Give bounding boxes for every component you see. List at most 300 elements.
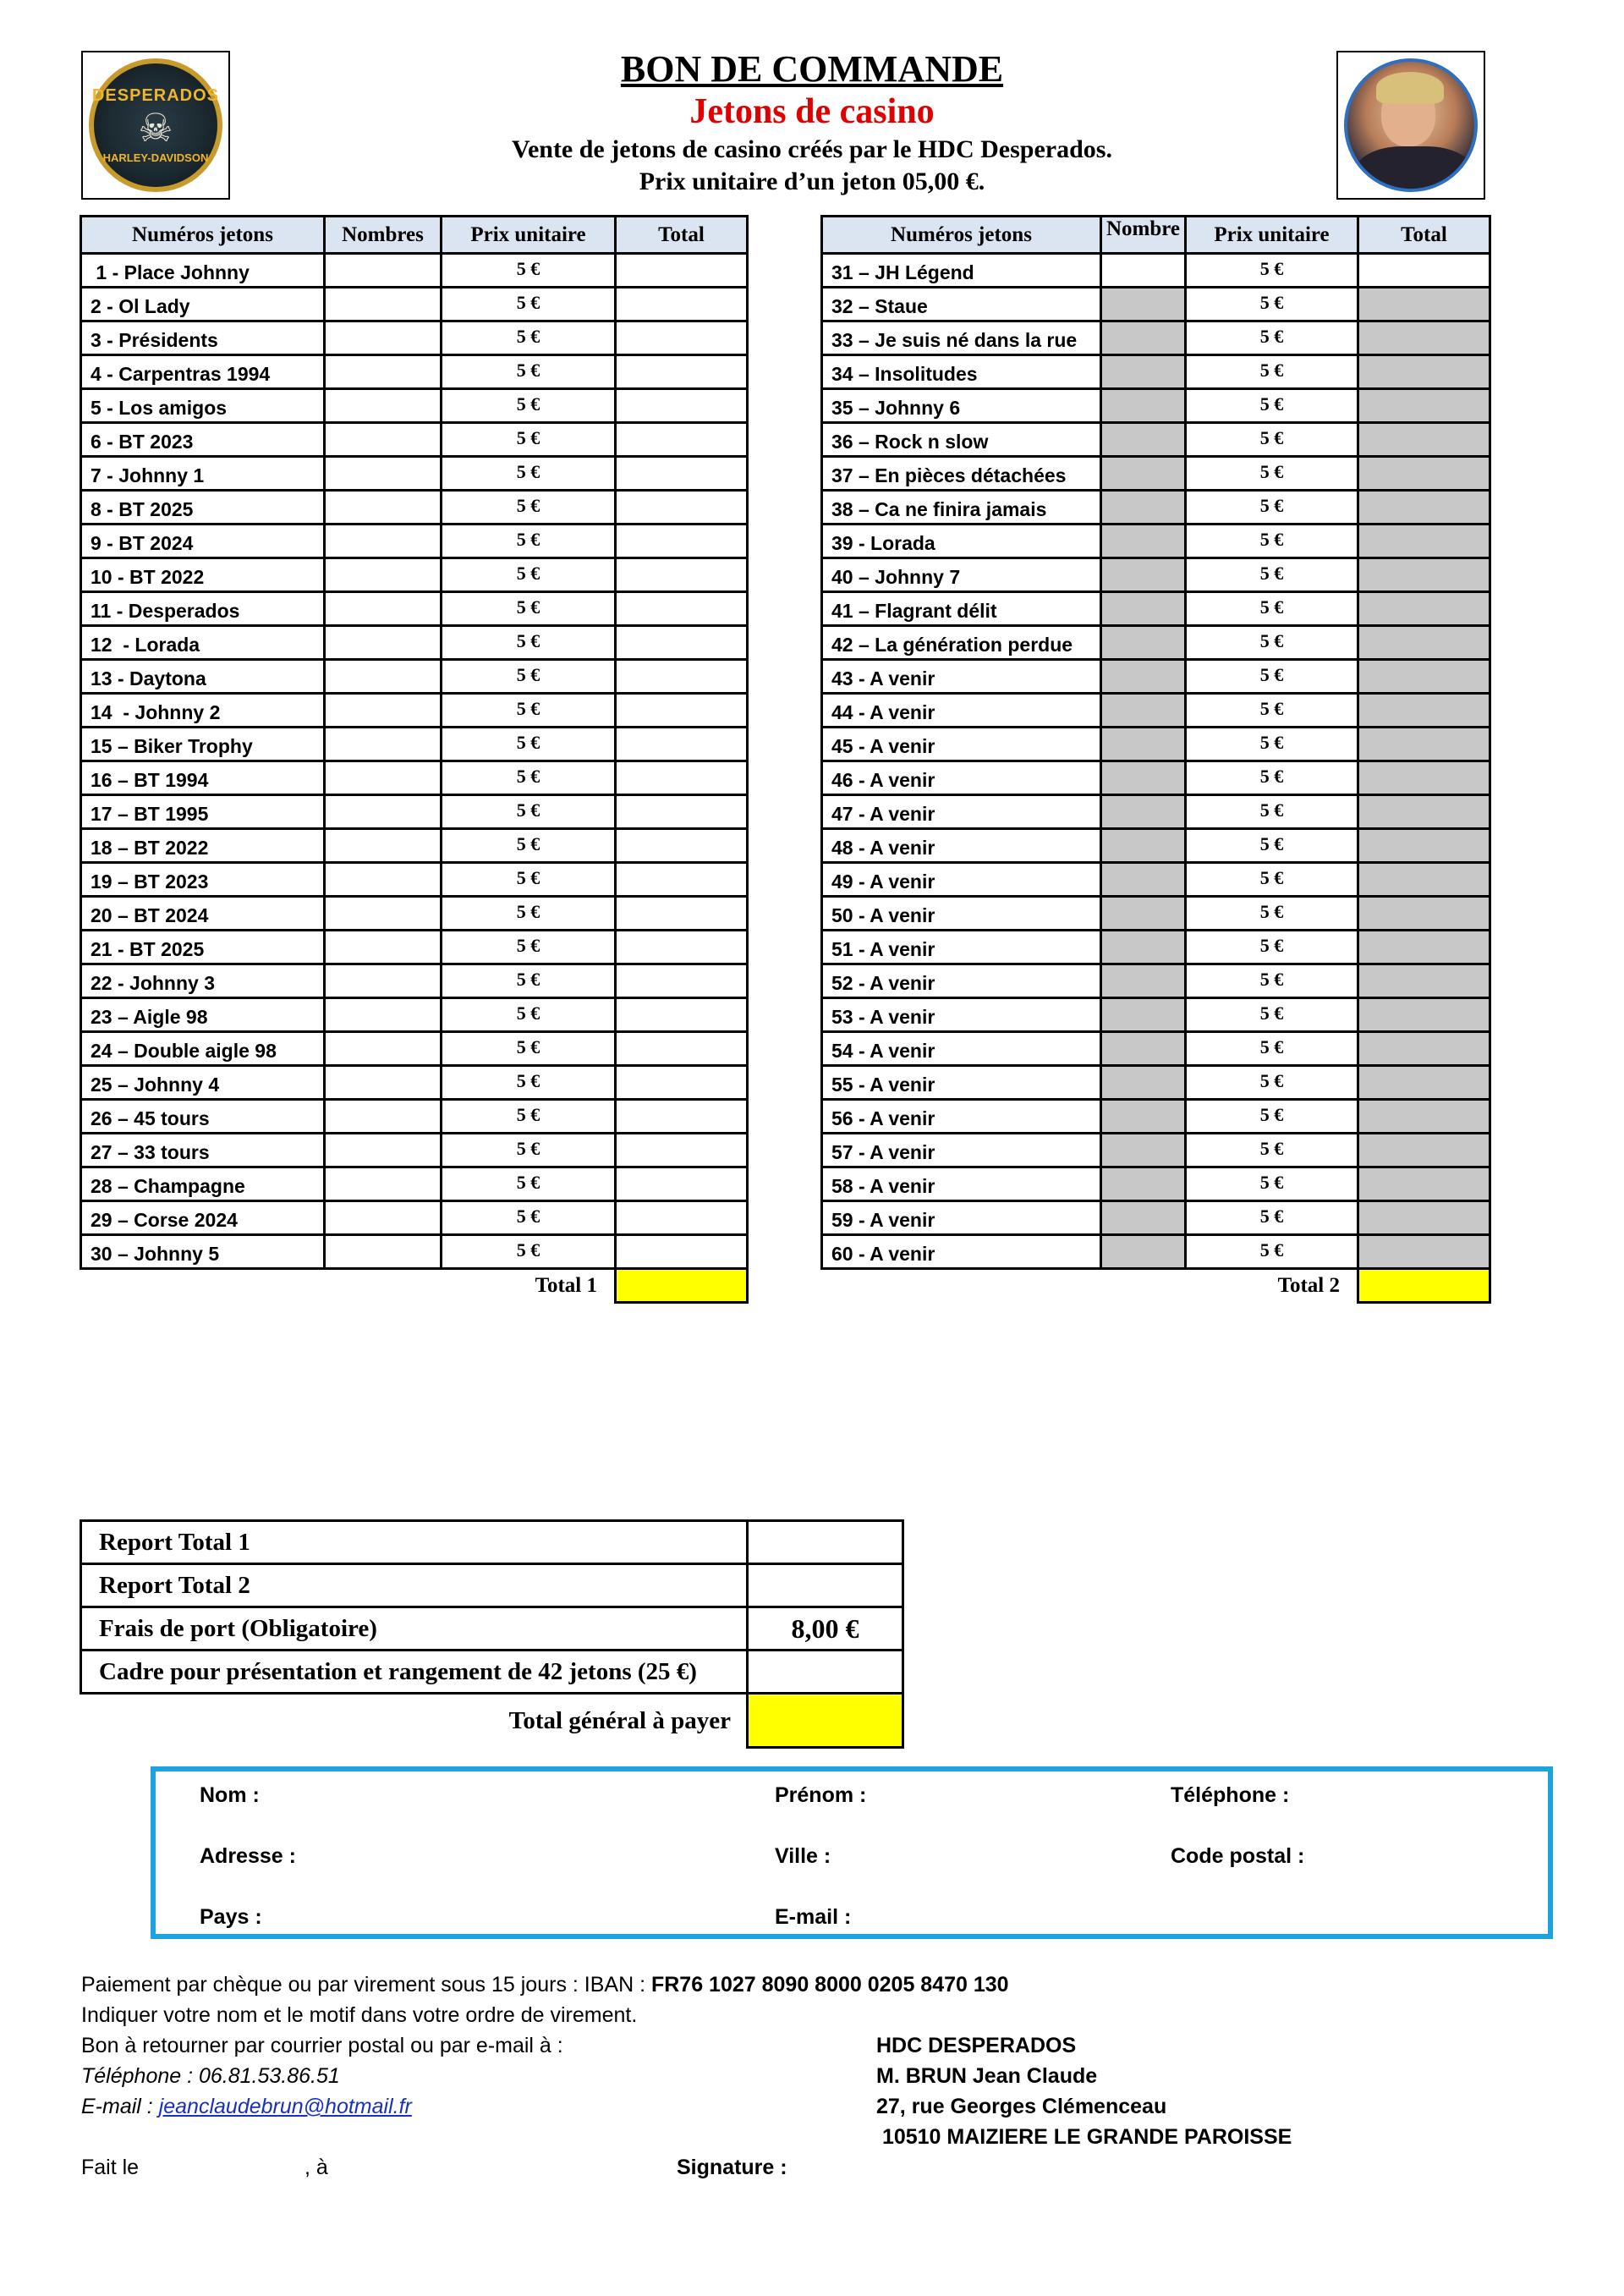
unit-price: 5 € [442,321,616,355]
jeton-name: 31 – JH Légend [822,254,1101,288]
header-total: Total [616,217,748,254]
jeton-name: 37 – En pièces détachées [822,457,1101,491]
table-row [822,525,1490,558]
table-row [81,761,748,795]
jeton-name: 26 – 45 tours [81,1100,325,1134]
quantity-input[interactable] [1101,525,1186,558]
table-row [81,694,748,728]
quantity-input[interactable] [325,288,442,321]
jeton-name: 20 – BT 2024 [81,897,325,931]
quantity-input[interactable] [1101,660,1186,694]
total-input[interactable] [616,1269,748,1303]
jeton-name: 36 – Rock n slow [822,423,1101,457]
pays-label[interactable]: Pays : [200,1905,262,1929]
line-total-input[interactable] [1358,321,1490,355]
quantity-input[interactable] [325,389,442,423]
unit-price: 5 € [1186,1167,1358,1201]
unit-price: 5 € [1186,423,1358,457]
total-input[interactable] [1358,1269,1490,1303]
quantity-input[interactable] [325,1167,442,1201]
table-row [81,1167,748,1201]
summary-row [81,1607,903,1651]
header-numeros: Numéros jetons [81,217,325,254]
jeton-name: 9 - BT 2024 [81,525,325,558]
jeton-name: 49 - A venir [822,863,1101,897]
jeton-name: 16 – BT 1994 [81,761,325,795]
line-total-input[interactable] [616,660,748,694]
quantity-input[interactable] [325,1201,442,1235]
header-nombres: Nombres [325,217,442,254]
quantity-input[interactable] [325,761,442,795]
unit-price: 5 € [442,931,616,964]
table-row [81,1201,748,1235]
table-row [822,491,1490,525]
jeton-name: 58 - A venir [822,1167,1101,1201]
table-row [822,592,1490,626]
unit-price: 5 € [442,592,616,626]
table-row [81,998,748,1032]
table-row [822,423,1490,457]
line-total-input[interactable] [1358,964,1490,998]
jeton-name: 17 – BT 1995 [81,795,325,829]
line-total-input[interactable] [616,254,748,288]
quantity-input[interactable] [1101,694,1186,728]
quantity-input[interactable] [325,1066,442,1100]
adresse-label[interactable]: Adresse : [200,1844,296,1868]
line-total-input[interactable] [1358,288,1490,321]
quantity-input[interactable] [325,863,442,897]
summary-value-input[interactable] [748,1564,903,1607]
jeton-name: 42 – La génération perdue [822,626,1101,660]
telephone-label[interactable]: Téléphone : [1171,1783,1290,1807]
unit-price: 5 € [1186,1066,1358,1100]
table-row [822,660,1490,694]
line-total-input[interactable] [1358,931,1490,964]
summary-label: Cadre pour présentation et rangement de 42 jetons (25 €) [81,1651,748,1694]
table-row [81,1100,748,1134]
order-table-left [80,215,749,1304]
unit-price: 5 € [442,355,616,389]
unit-price: 5 € [1186,1134,1358,1167]
quantity-input[interactable] [1101,964,1186,998]
table-row [822,1167,1490,1201]
table-row [81,626,748,660]
table-row [81,389,748,423]
line-total-input[interactable] [1358,1032,1490,1066]
summary-row [81,1651,903,1694]
quantity-input[interactable] [325,592,442,626]
line-total-input[interactable] [1358,423,1490,457]
line-total-input[interactable] [616,761,748,795]
quantity-input[interactable] [325,998,442,1032]
jeton-name: 47 - A venir [822,795,1101,829]
unit-price: 5 € [442,795,616,829]
page-title: BON DE COMMANDE [620,48,1004,90]
summary-label: Report Total 1 [81,1521,748,1564]
table-row [81,558,748,592]
jeton-name: 52 - A venir [822,964,1101,998]
line-total-input[interactable] [1358,1235,1490,1269]
jeton-name: 34 – Insolitudes [822,355,1101,389]
unit-price: 5 € [442,964,616,998]
jeton-name: 56 - A venir [822,1100,1101,1134]
jeton-name: 27 – 33 tours [81,1134,325,1167]
description-line-1: Vente de jetons de casino créés par le HDC Desperados. [512,135,1112,163]
quantity-input[interactable] [1101,1100,1186,1134]
table-row [81,288,748,321]
quantity-input[interactable] [1101,1032,1186,1066]
unit-price: 5 € [442,491,616,525]
table-row [81,423,748,457]
header-total: Total [1358,217,1490,254]
line-total-input[interactable] [1358,1134,1490,1167]
line-total-input[interactable] [1358,1100,1490,1134]
jeton-name: 44 - A venir [822,694,1101,728]
summary-row [81,1521,903,1564]
jeton-name: 6 - BT 2023 [81,423,325,457]
unit-price: 5 € [442,694,616,728]
table-row [822,288,1490,321]
line-total-input[interactable] [616,321,748,355]
quantity-input[interactable] [325,321,442,355]
jeton-name: 10 - BT 2022 [81,558,325,592]
payment-text: Paiement par chèque ou par virement sous 15 jours : IBAN : [81,1973,651,1997]
virement-note: Indiquer votre nom et le motif dans votre ordre de virement. [81,2003,638,2027]
line-total-input[interactable] [1358,998,1490,1032]
grand-total-label: Total général à payer [508,1706,731,1734]
table-row [81,1066,748,1100]
line-total-input[interactable] [1358,1066,1490,1100]
table-row [822,1201,1490,1235]
unit-price: 5 € [442,1100,616,1134]
line-total-input[interactable] [616,457,748,491]
table-row [81,321,748,355]
line-total-input[interactable] [616,694,748,728]
line-total-input[interactable] [616,1167,748,1201]
jeton-name: 11 - Desperados [81,592,325,626]
quantity-input[interactable] [325,1100,442,1134]
jeton-name: 32 – Staue [822,288,1101,321]
quantity-input[interactable] [1101,829,1186,863]
line-total-input[interactable] [1358,626,1490,660]
jeton-name: 30 – Johnny 5 [81,1235,325,1269]
table-row [81,592,748,626]
quantity-input[interactable] [1101,389,1186,423]
line-total-input[interactable] [1358,694,1490,728]
line-total-input[interactable] [1358,660,1490,694]
unit-price: 5 € [1186,931,1358,964]
table-row [81,931,748,964]
table-row [81,254,748,288]
line-total-input[interactable] [1358,592,1490,626]
unit-price: 5 € [1186,626,1358,660]
quantity-input[interactable] [325,558,442,592]
unit-price: 5 € [1186,795,1358,829]
unit-price: 5 € [442,288,616,321]
unit-price: 5 € [442,1134,616,1167]
line-total-input[interactable] [1358,795,1490,829]
line-total-input[interactable] [616,728,748,761]
line-total-input[interactable] [616,1032,748,1066]
table-row [822,1100,1490,1134]
jeton-name: 28 – Champagne [81,1167,325,1201]
table-row [822,457,1490,491]
line-total-input[interactable] [616,897,748,931]
quantity-input[interactable] [1101,321,1186,355]
quantity-input[interactable] [325,423,442,457]
line-total-input[interactable] [616,558,748,592]
unit-price: 5 € [1186,761,1358,795]
line-total-input[interactable] [616,1134,748,1167]
unit-price: 5 € [1186,897,1358,931]
unit-price: 5 € [442,998,616,1032]
jeton-name: 5 - Los amigos [81,389,325,423]
jeton-name: 43 - A venir [822,660,1101,694]
quantity-input[interactable] [1101,626,1186,660]
jeton-name: 59 - A venir [822,1201,1101,1235]
shipping-value: 8,00 € [748,1607,903,1651]
jeton-name: 40 – Johnny 7 [822,558,1101,592]
jeton-name: 33 – Je suis né dans la rue [822,321,1101,355]
line-total-input[interactable] [1358,863,1490,897]
quantity-input[interactable] [325,694,442,728]
quantity-input[interactable] [325,626,442,660]
jeton-name: 8 - BT 2025 [81,491,325,525]
table-row [822,558,1490,592]
line-total-input[interactable] [616,355,748,389]
quantity-input[interactable] [1101,355,1186,389]
unit-price: 5 € [1186,457,1358,491]
jeton-name: 14 - Johnny 2 [81,694,325,728]
unit-price: 5 € [1186,389,1358,423]
quantity-input[interactable] [325,491,442,525]
page-subtitle: Jetons de casino [689,92,935,131]
quantity-input[interactable] [1101,1235,1186,1269]
quantity-input[interactable] [1101,897,1186,931]
email-link[interactable]: jeanclaudebrun@hotmail.fr [158,2095,412,2118]
unit-price: 5 € [442,829,616,863]
line-total-input[interactable] [616,491,748,525]
jeton-name: 1 - Place Johnny [81,254,325,288]
unit-price: 5 € [442,897,616,931]
unit-price: 5 € [1186,491,1358,525]
jeton-name: 18 – BT 2022 [81,829,325,863]
line-total-input[interactable] [616,1066,748,1100]
unit-price: 5 € [1186,288,1358,321]
line-total-input[interactable] [616,626,748,660]
unit-price: 5 € [442,423,616,457]
table-row [822,1235,1490,1269]
line-total-input[interactable] [616,1201,748,1235]
description-line-2: Prix unitaire d’un jeton 05,00 €. [639,168,985,195]
unit-price: 5 € [442,525,616,558]
jeton-name: 48 - A venir [822,829,1101,863]
unit-price: 5 € [1186,660,1358,694]
line-total-input[interactable] [1358,254,1490,288]
header-prix: Prix unitaire [442,217,616,254]
signature-label: Signature : [677,2156,787,2179]
line-total-input[interactable] [1358,1201,1490,1235]
jeton-name: 21 - BT 2025 [81,931,325,964]
jeton-name: 45 - A venir [822,728,1101,761]
contact-phone: Téléphone : 06.81.53.86.51 [81,2064,340,2088]
line-total-input[interactable] [1358,355,1490,389]
org-name: HDC DESPERADOS [876,2034,1077,2057]
quantity-input[interactable] [325,525,442,558]
line-total-input[interactable] [1358,525,1490,558]
quantity-input[interactable] [1101,1066,1186,1100]
line-total-input[interactable] [616,998,748,1032]
quantity-input[interactable] [1101,863,1186,897]
quantity-input[interactable] [1101,1167,1186,1201]
jeton-name: 38 – Ca ne finira jamais [822,491,1101,525]
line-total-input[interactable] [1358,389,1490,423]
logo-text-top: DESPERADOS [91,86,220,105]
jeton-name: 55 - A venir [822,1066,1101,1100]
jeton-name: 29 – Corse 2024 [81,1201,325,1235]
unit-price: 5 € [442,626,616,660]
table-row [81,491,748,525]
return-note: Bon à retourner par courrier postal ou par e-mail à : [81,2034,563,2057]
summary-value-input[interactable] [748,1521,903,1564]
table-row [822,931,1490,964]
line-total-input[interactable] [616,525,748,558]
jeton-name: 24 – Double aigle 98 [81,1032,325,1066]
quantity-input[interactable] [1101,491,1186,525]
logo-text-bottom: HARLEY-DAVIDSON [102,151,209,164]
line-total-input[interactable] [616,829,748,863]
unit-price: 5 € [442,1066,616,1100]
unit-price: 5 € [1186,829,1358,863]
line-total-input[interactable] [1358,491,1490,525]
quantity-input[interactable] [325,457,442,491]
unit-price: 5 € [442,1032,616,1066]
unit-price: 5 € [442,254,616,288]
jeton-name: 51 - A venir [822,931,1101,964]
quantity-input[interactable] [1101,1134,1186,1167]
quantity-input[interactable] [325,829,442,863]
quantity-input[interactable] [325,1235,442,1269]
quantity-input[interactable] [1101,761,1186,795]
line-total-input[interactable] [1358,728,1490,761]
table-row [81,863,748,897]
line-total-input[interactable] [616,389,748,423]
unit-price: 5 € [442,728,616,761]
quantity-input[interactable] [325,964,442,998]
line-total-input[interactable] [1358,457,1490,491]
customer-info-box [151,1766,1553,1939]
unit-price: 5 € [1186,728,1358,761]
table-row [81,964,748,998]
jeton-name: 4 - Carpentras 1994 [81,355,325,389]
quantity-input[interactable] [1101,931,1186,964]
summary-row [81,1564,903,1607]
line-total-input[interactable] [616,1235,748,1269]
unit-price: 5 € [442,660,616,694]
ville-label[interactable]: Ville : [775,1844,831,1868]
quantity-input[interactable] [1101,423,1186,457]
quantity-input[interactable] [325,660,442,694]
quantity-input[interactable] [1101,795,1186,829]
jeton-name: 25 – Johnny 4 [81,1066,325,1100]
jeton-name: 3 - Présidents [81,321,325,355]
quantity-input[interactable] [1101,288,1186,321]
contact-name: M. BRUN Jean Claude [876,2064,1098,2088]
spacer [822,1269,1186,1303]
summary-value-input[interactable] [748,1651,903,1694]
header-numeros: Numéros jetons [822,217,1101,254]
quantity-input[interactable] [1101,592,1186,626]
line-total-input[interactable] [616,592,748,626]
city-address: 10510 MAIZIERE LE GRANDE PAROISSE [876,2125,1292,2149]
jeton-name: 19 – BT 2023 [81,863,325,897]
nom-label[interactable]: Nom : [200,1783,260,1807]
jeton-name: 50 - A venir [822,897,1101,931]
unit-price: 5 € [1186,321,1358,355]
jeton-name: 7 - Johnny 1 [81,457,325,491]
iban-value: FR76 1027 8090 8000 0205 8470 130 [650,1973,1009,1997]
line-total-input[interactable] [616,863,748,897]
line-total-input[interactable] [616,423,748,457]
line-total-input[interactable] [616,795,748,829]
quantity-input[interactable] [1101,558,1186,592]
line-total-input[interactable] [1358,897,1490,931]
a-label: , à [304,2156,328,2179]
table-row [822,626,1490,660]
line-total-input[interactable] [1358,558,1490,592]
unit-price: 5 € [1186,1201,1358,1235]
table-row [81,1235,748,1269]
jeton-name: 60 - A venir [822,1235,1101,1269]
unit-price: 5 € [1186,355,1358,389]
code-postal-label[interactable]: Code postal : [1171,1844,1305,1868]
prenom-label[interactable]: Prénom : [775,1783,867,1807]
grand-total-input[interactable] [748,1694,903,1748]
line-total-input[interactable] [1358,829,1490,863]
quantity-input[interactable] [1101,457,1186,491]
table-row [81,897,748,931]
quantity-input[interactable] [325,355,442,389]
quantity-input[interactable] [1101,1201,1186,1235]
table-row [822,254,1490,288]
order-table-right [820,215,1491,1304]
quantity-input[interactable] [325,931,442,964]
line-total-input[interactable] [616,931,748,964]
quantity-input[interactable] [325,254,442,288]
quantity-input[interactable] [325,1032,442,1066]
quantity-input[interactable] [1101,998,1186,1032]
summary-label: Report Total 2 [81,1564,748,1607]
line-total-input[interactable] [616,288,748,321]
email-label[interactable]: E-mail : [775,1905,852,1929]
quantity-input[interactable] [1101,254,1186,288]
quantity-input[interactable] [1101,728,1186,761]
line-total-input[interactable] [1358,761,1490,795]
unit-price: 5 € [1186,592,1358,626]
line-total-input[interactable] [1358,1167,1490,1201]
quantity-input[interactable] [325,795,442,829]
line-total-input[interactable] [616,1100,748,1134]
table-row [81,728,748,761]
jeton-name: 46 - A venir [822,761,1101,795]
jeton-name: 23 – Aigle 98 [81,998,325,1032]
line-total-input[interactable] [616,964,748,998]
quantity-input[interactable] [325,1134,442,1167]
table-row [822,761,1490,795]
quantity-input[interactable] [325,728,442,761]
table-row [822,321,1490,355]
quantity-input[interactable] [325,897,442,931]
